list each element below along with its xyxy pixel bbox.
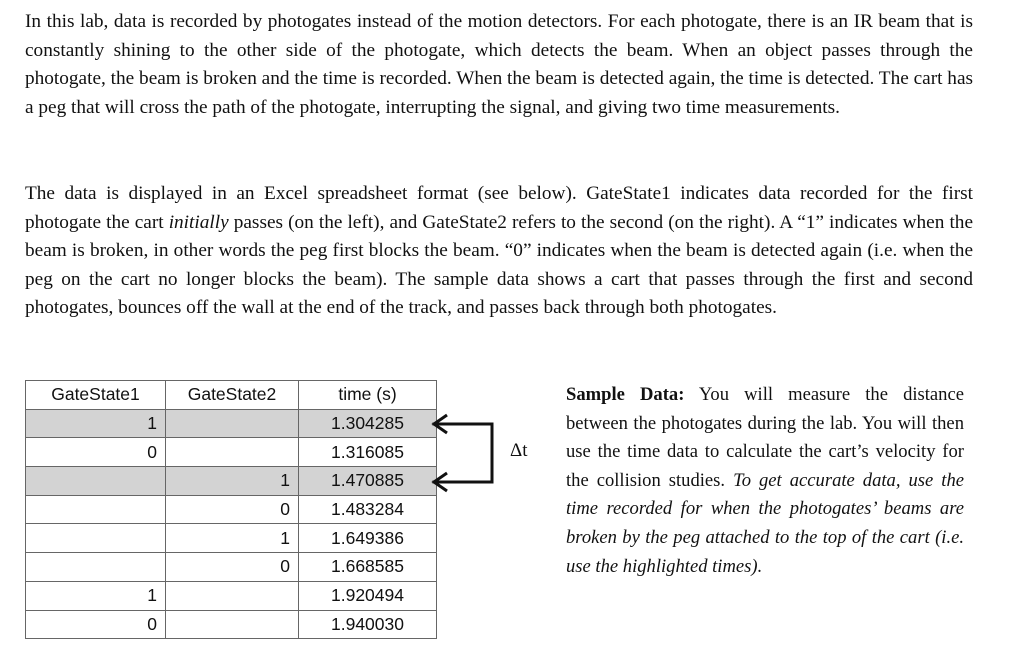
cell-gatestate2 <box>166 438 299 467</box>
cell-time: 1.304285 <box>299 409 437 438</box>
photogate-data-table <box>25 380 437 639</box>
cell-gatestate1 <box>26 524 166 553</box>
sample-data-note <box>566 381 964 581</box>
cell-time: 1.483284 <box>299 495 437 524</box>
cell-gatestate2 <box>166 409 299 438</box>
format-paragraph-emphasis: initially <box>168 211 229 233</box>
cell-time: 1.649386 <box>299 524 437 553</box>
header-gatestate2: GateState2 <box>166 381 299 410</box>
cell-gatestate1: 0 <box>26 610 166 639</box>
cell-gatestate1 <box>26 553 166 582</box>
cell-gatestate1: 1 <box>26 409 166 438</box>
header-time: time (s) <box>299 381 437 410</box>
table-row <box>26 610 437 639</box>
table-row <box>26 438 437 467</box>
cell-time: 1.668585 <box>299 553 437 582</box>
cell-time: 1.940030 <box>299 610 437 639</box>
cell-time: 1.316085 <box>299 438 437 467</box>
cell-time: 1.470885 <box>299 467 437 496</box>
format-paragraph <box>25 180 973 323</box>
table-row <box>26 467 437 496</box>
cell-gatestate1: 0 <box>26 438 166 467</box>
table-header-row <box>26 381 437 410</box>
table-row <box>26 409 437 438</box>
cell-gatestate1: 1 <box>26 581 166 610</box>
cell-time: 1.920494 <box>299 581 437 610</box>
cell-gatestate2 <box>166 610 299 639</box>
cell-gatestate1 <box>26 467 166 496</box>
cell-gatestate2: 0 <box>166 495 299 524</box>
format-paragraph-part1: The data is displayed in an Excel spreadsheet format (see below). GateState1 indicates data recorded for the first photogate the cart <box>25 183 973 233</box>
cell-gatestate2: 1 <box>166 524 299 553</box>
intro-paragraph: In this lab, data is recorded by photogates instead of the motion detectors. For each photogate, there is an IR beam that is constantly shining to the other side of the photogate, which detects the beam. When an object passes through the photogate, the beam is broken and the time is recorded. When the beam is detected again, the time is detected. The cart has a peg that will cross the path of the photogate, interrupting the signal, and giving two time measurements. <box>25 11 974 118</box>
cell-gatestate2: 0 <box>166 553 299 582</box>
cell-gatestate2 <box>166 581 299 610</box>
sample-data-italic: To get accurate data, use the time recorded for when the photogates’ beams are broken by the peg attached to the top of the cart (i.e. use the highlighted times). <box>566 469 964 577</box>
cell-gatestate1 <box>26 495 166 524</box>
table-row <box>26 553 437 582</box>
table-row <box>26 524 437 553</box>
table-row <box>26 581 437 610</box>
table-row <box>26 495 437 524</box>
format-paragraph-part2: passes (on the left), and GateState2 refers to the second (on the right). A “1” indicates when the beam is broken, in other words the peg first blocks the beam. “0” indicates when the beam is detected again (i.e. when the peg on the cart no longer blocks the beam). The sample data shows a cart that passes through the first and second photogates, bounces off the wall at the end of the track, and passes back through both photogates. <box>25 211 973 318</box>
sample-data-heading: Sample Data: <box>566 384 685 405</box>
delta-t-label: Δt <box>510 440 528 461</box>
cell-gatestate2: 1 <box>166 467 299 496</box>
header-gatestate1: GateState1 <box>26 381 166 410</box>
sample-data-text: You will measure the distance between the photogates during the lab. You will then use the time data to calculate the cart’s velocity for the collision studies. <box>566 384 964 491</box>
